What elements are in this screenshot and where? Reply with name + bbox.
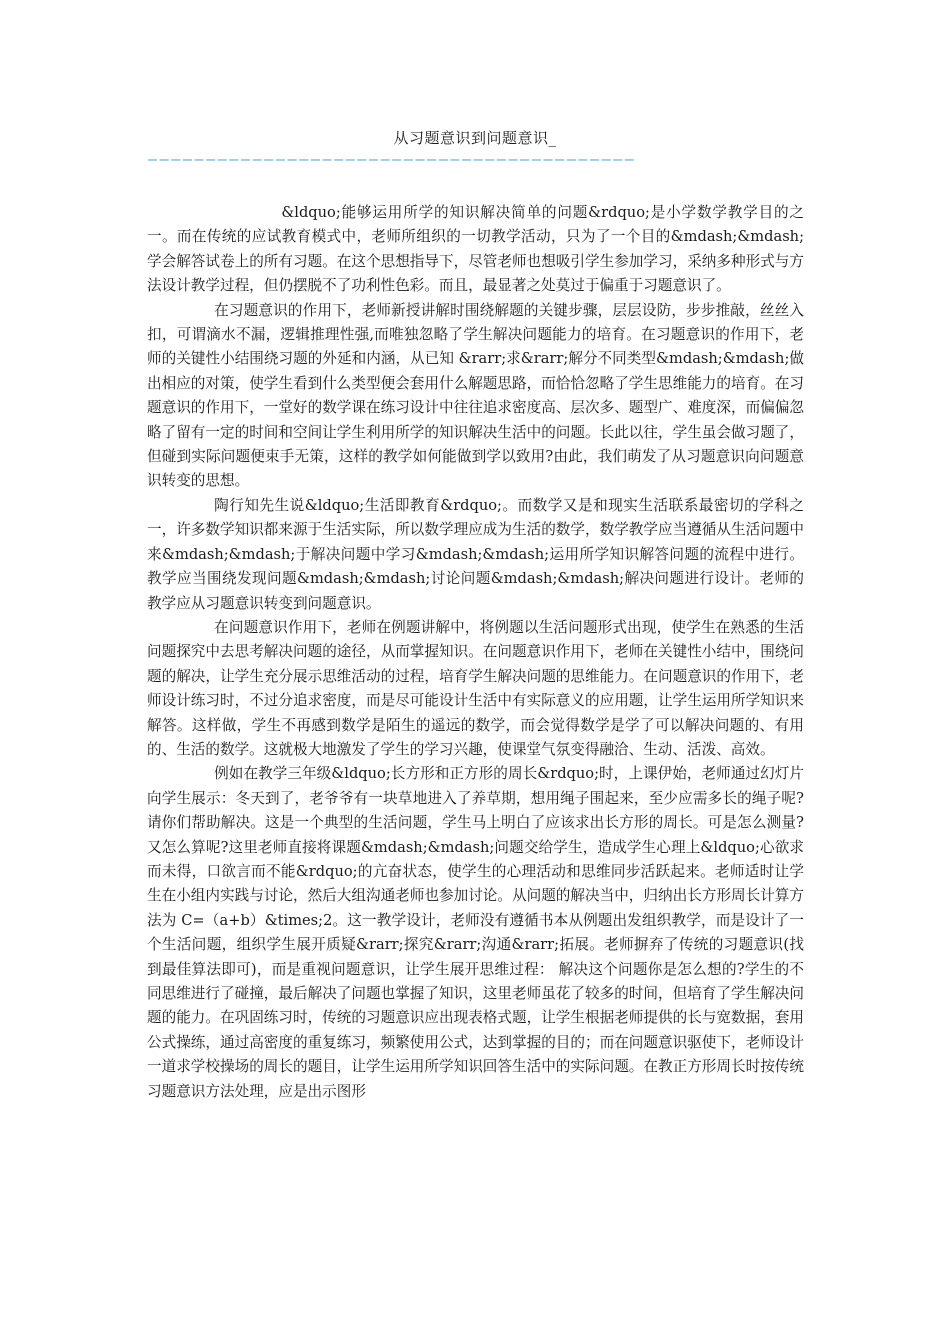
paragraph-1: &ldquo;能够运用所学的知识解决简单的问题&rdquo;是小学数学教学目的之一。而在传统的应试教育模式中，老师所组织的一切教学活动，只为了一个目的&mdash;&mdash;学会解答试卷上的所有习题。在这个思想指导下，尽管老师也想吸引学生参加学习，采纳多种形式与方法设计教学过程，但仍摆脱不了功利性色彩。而且，最显著之处莫过于偏重于习题意识了。 <box>147 204 804 295</box>
paragraph-5: 例如在教学三年级&ldquo;长方形和正方形的周长&rdquo;时，上课伊始，老师通过幻灯片向学生展示：冬天到了，老爷爷有一块草地进入了养草期，想用绳子围起来，至少应需多长的绳子呢?请你们帮助解决。这是一个典型的生活问题，学生马上明白了应该求出长方形的周长。可是怎么测量?又怎么算呢?这里老师直接将课题&mdash;&mdash;问题交给学生，造成学生心理上&ldquo;心欲求而未得，口欲言而不能&rdquo;的亢奋状态，使学生的心理活动和思维同步活跃起来。老师适时让学生在小组内实践与讨论，然后大组沟通老师也参加讨论。从问题的解决当中，归纳出长方形周长计算方法为 C=（a+b）&times;2。这一教学设计，老师没有遵循书本从例题出发组织教学，而是设计了一个生活问题，组织学生展开质疑&rarr;探究&rarr;沟通&rarr;拓展。老师摒弃了传统的习题意识(找到最佳算法即可)，而是重视问题意识，让学生展开思维过程： 解决这个问题你是怎么想的?学生的不同思维进行了碰撞，最后解决了问题也掌握了知识，这里老师虽花了较多的时间，但培育了学生解决问题的能力。在巩固练习时，传统的习题意识应出现表格式题，让学生根据老师提供的长与宽数据，套用公式操练，通过高密度的重复练习，频繁使用公式，达到掌握的目的；而在问题意识驱使下，老师设计一道求学校操场的周长的题目，让学生运用所学知识回答生活中的实际问题。在教正方形周长时按传统习题意识方法处理，应是出示图形 <box>147 765 804 1100</box>
paragraph-2: 在习题意识的作用下，老师新授讲解时围绕解题的关键步骤，层层设防，步步推敲，丝丝入扣，可谓滴水不漏，逻辑推理性强,而唯独忽略了学生解决问题能力的培育。在习题意识的作用下，老师的关键性小结围绕习题的外延和内涵，从已知 &rarr;求&rarr;解分不同类型&mdash;&mdash;做出相应的对策，使学生看到什么类型便会套用什么解题思路，而恰恰忽略了学生思维能力的培育。在习题意识的作用下，一堂好的数学课在练习设计中往往追求密度高、层次多、题型广、难度深，而偏偏忽略了留有一定的时间和空间让学生利用所学的知识解决生活中的问题。长此以往，学生虽会做习题了，但碰到实际问题便束手无策，这样的教学如何能做到学以致用?由此，我们萌发了从习题意识向问题意识转变的思想。 <box>147 301 804 490</box>
document-title: 从习题意识到问题意识_ <box>393 129 557 147</box>
title-divider: —————————————————————————————————————————— <box>148 152 637 166</box>
paragraph-4: 在问题意识作用下，老师在例题讲解中，将例题以生活问题形式出现，使学生在熟悉的生活问题探究中去思考解决问题的途径，从而掌握知识。在问题意识作用下，老师在关键性小结中，围绕问题的解决，让学生充分展示思维活动的过程，培育学生解决问题的思维能力。在问题意识的作用下，老师设计练习时，不过分追求密度，而是尽可能设计生活中有实际意义的应用题，让学生运用所学知识来解答。这样做，学生不再感到数学是陌生的遥远的数学，而会觉得数学是学了可以解决问题的、有用的、生活的数学。这就极大地激发了学生的学习兴趣，使课堂气氛变得融洽、生动、活泼、高效。 <box>147 618 804 758</box>
paragraph-3: 陶行知先生说&ldquo;生活即教育&rdquo;。而数学又是和现实生活联系最密切的学科之一，许多数学知识都来源于生活实际，所以数学理应成为生活的数学，数学教学应当遵循从生活问题中来&mdash;&mdash;于解决问题中学习&mdash;&mdash;运用所学知识解答问题的流程中进行。教学应当围绕发现问题&mdash;&mdash;讨论问题&mdash;&mdash;解决问题进行设计。老师的教学应从习题意识转变到问题意识。 <box>147 496 804 612</box>
document-body <box>147 201 804 1104</box>
